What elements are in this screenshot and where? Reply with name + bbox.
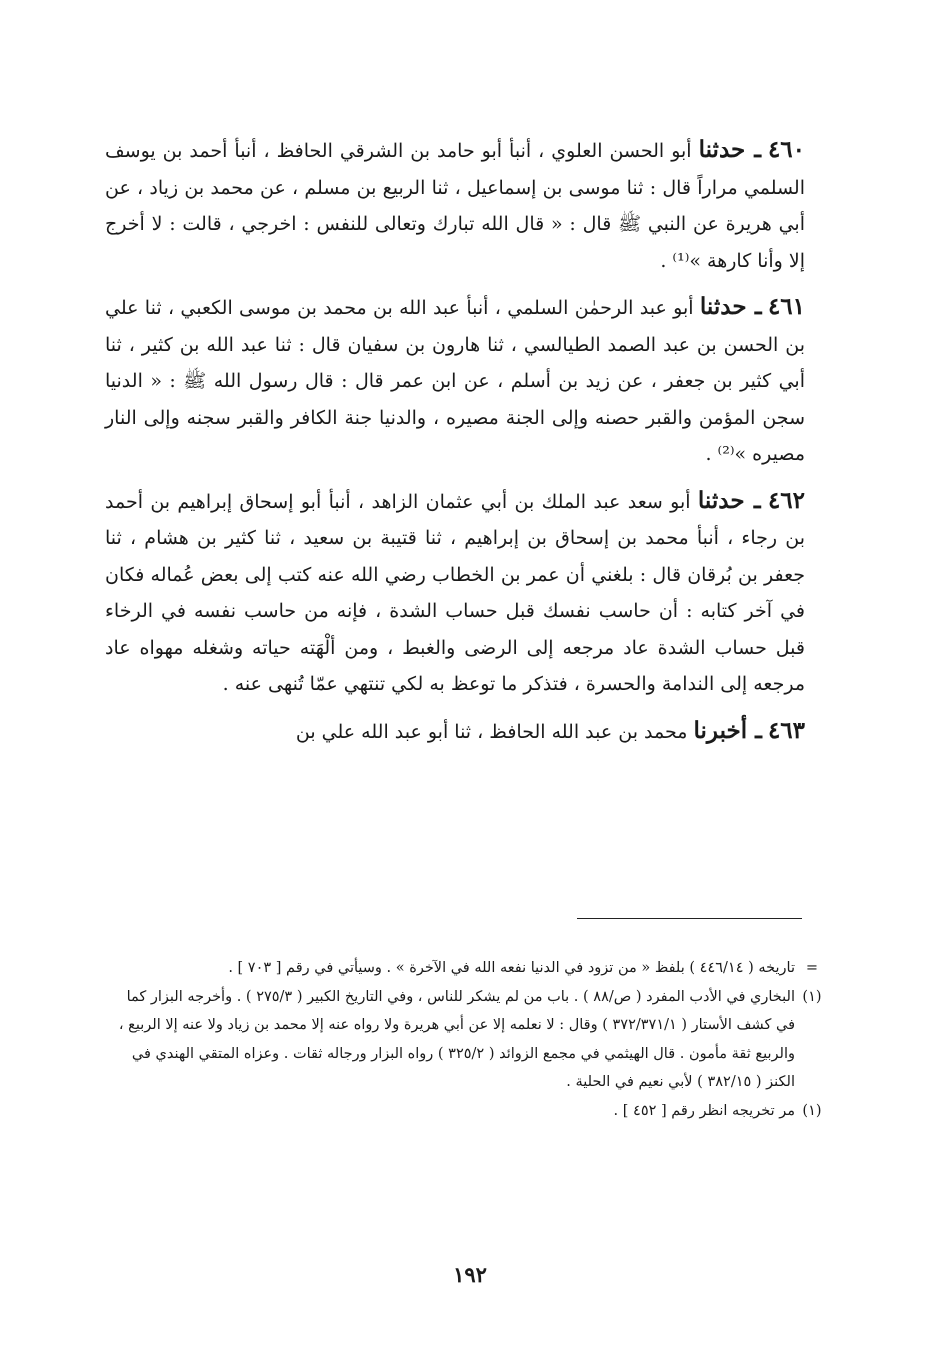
footnote xyxy=(105,954,825,983)
hadith-keyword: ـ أخبرنا xyxy=(693,716,762,744)
page-number: ١٩٢ xyxy=(453,1262,487,1287)
hadith-number: ٤٦٢ xyxy=(767,486,806,514)
footnote-text: تاريخه ( ٤٤٦/١٤ ) بلفظ « من تزود في الدنيا نفعه الله في الآخرة » . وسيأتي في رقم [ ٧٠٣ ] . xyxy=(228,960,795,976)
hadith-text: محمد بن عبد الله الحافظ ، ثنا أبو عبد الله علي بن xyxy=(295,720,688,743)
hadith-number: ٤٦٣ xyxy=(767,716,805,744)
hadith-keyword: ـ حدثنا xyxy=(697,486,761,514)
footnote-marker: = xyxy=(805,960,819,976)
hadith-number: ٤٦١ xyxy=(767,293,805,320)
footnote-text: البخاري في الأدب المفرد ( ص/٨٨ ) . باب من لم يشكر للناس ، وفي التاريخ الكبير ( ٢٧٥/٣ ) . وأخرجه البزار كما في كشف الأستار ( ٣٧٢/٣٧١/١ ) وقال : لا نعلمه إلا عن أبي هريرة ولا رواه عنه إلا محمد بن زياد ولا عنه إلا الربيع ، والربيع ثقة مأمون . قال الهيثمي في مجمع الزوائد ( ٣٢٥/٢ ) رواه البزار ورجاله ثقات . وعزاه المتقي الهندي في الكنز ( ٣٨٢/١٥ ) لأبي نعيم في الحلية . xyxy=(118,988,795,1090)
hadith-number: ٤٦٠ xyxy=(767,136,805,163)
hadith-keyword: ـ حدثنا xyxy=(699,293,762,320)
footnote-separator xyxy=(577,918,802,919)
main-text xyxy=(105,132,805,760)
hadith-text: أبو عبد الرحمٰن السلمي ، أنبأ عبد الله بن محمد بن موسى الكعبي ، ثنا علي بن الحسن بن عبد الصمد الطيالسي ، ثنا هارون بن سفيان قال : ثنا عبد الله بن كثير ، ثنا أبي كثير بن جعفر ، عن زيد بن أسلم ، عن ابن عمر قال : قال رسول الله ﷺ : « الدنيا سجن المؤمن والقبر حصنه وإلى الجنة مصيره ، والدنيا جنة الكافر والقبر سجنه وإلى النار مصيره »⁽²⁾ . xyxy=(105,297,805,465)
footnote xyxy=(105,983,825,1097)
footnote-text: مر تخريجه انظر رقم [ ٤٥٢ ] . xyxy=(613,1102,795,1119)
hadith-keyword: ـ حدثنا xyxy=(698,136,761,163)
hadith-text: أبو الحسن العلوي ، أنبأ أبو حامد بن الشرقي الحافظ ، أنبأ أحمد بن يوسف السلمي مراراً قال : ثنا موسى بن إسماعيل ، ثنا الربيع بن مسلم ، عن محمد بن زياد ، عن أبي هريرة عن النبي ﷺ قال : « قال الله تبارك وتعالى للنفس : اخرجي ، قالت : لا أخرج إلا وأنا كارهة »⁽¹⁾ . xyxy=(105,140,805,272)
hadith-460 xyxy=(105,132,805,279)
hadith-text: أبو سعد عبد الملك بن أبي عثمان الزاهد ، أنبأ أبو إسحاق إبراهيم بن أحمد بن رجاء ، أنبأ محمد بن إسحاق بن إبراهيم ، ثنا قتيبة بن سعيد ، ثنا كثير بن هشام ، ثنا جعفر بن بُرقان قال : بلغني أن عمر بن الخطاب رضي الله عنه كتب إلى بعض عُماله فكان في آخر كتابه : أن حاسب نفسك قبل حساب الشدة ، فإنه من حاسب نفسه في الرخاء قبل حساب الشدة عاد مرجعه إلى الرضى والغبط ، ومن ألْهَته حياته وشغله مهواه عاد مرجعه إلى الندامة والحسرة ، فتذكر ما توعظ به لكي تنتهي عمّا تُنهى عنه . xyxy=(105,490,805,695)
footnote-marker: (١) xyxy=(802,1102,822,1119)
hadith-461 xyxy=(105,289,805,473)
footnote xyxy=(105,1097,825,1126)
footnote-marker: (١) xyxy=(802,988,822,1005)
hadith-463 xyxy=(105,713,805,751)
footnotes xyxy=(105,954,825,1125)
hadith-462 xyxy=(105,483,805,703)
